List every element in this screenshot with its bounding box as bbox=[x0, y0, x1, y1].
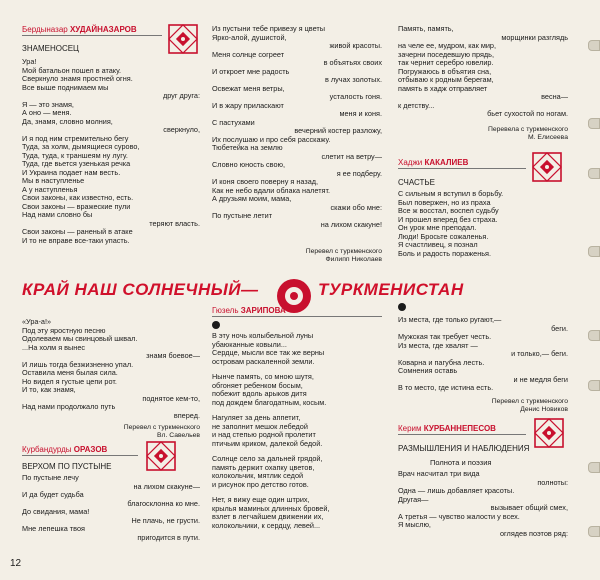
poem-line: Нагуляет за день аппетит, bbox=[212, 414, 301, 422]
poem-line: Из места, где только ругают,— bbox=[398, 316, 502, 324]
poem-text bbox=[212, 332, 382, 530]
poem-line: Он урок мне преподал. bbox=[398, 224, 477, 232]
poem-line: на лихом скакуне— bbox=[133, 482, 200, 491]
poem-line: Был повержен, но из праха bbox=[398, 198, 491, 207]
poem-line: И в жару приласкают bbox=[212, 101, 284, 110]
poem-line: беги. bbox=[551, 324, 568, 333]
poem-line: И я под ним стремительно бегу bbox=[22, 134, 129, 143]
poem-line: Да, знамя, словно молния, bbox=[22, 117, 113, 126]
translator-credit: Перевел с туркменского Вл. Савельев bbox=[123, 424, 200, 439]
poem-line: вечерний костер разложу, bbox=[294, 127, 382, 135]
poem-line: Одолеваем мы свинцовый шквал. bbox=[22, 335, 138, 343]
poem-line: Мне лепешка твоя bbox=[22, 525, 85, 533]
poem-line: Из пустыни тебе привезу я цветы bbox=[212, 25, 325, 33]
poem-text bbox=[398, 25, 568, 119]
poem-line: я ее подберу. bbox=[336, 169, 382, 178]
poem-line: До свидания, мама! bbox=[22, 508, 90, 516]
binder-ring bbox=[588, 526, 600, 537]
poem-line: И то, как знамя, bbox=[22, 386, 76, 394]
poem-title: СЧАСТЬЕ bbox=[398, 178, 435, 187]
poem-title: ЗНАМЕНОСЕЦ bbox=[22, 44, 79, 53]
poem-line: А оно — меня. bbox=[22, 109, 72, 117]
poem-line: Солнце село за дальней грядой, bbox=[212, 455, 323, 463]
poem-text bbox=[22, 474, 200, 542]
poem-line: благосклонна ко мне. bbox=[127, 499, 200, 508]
poem-line: так чернит серебро ювелир. bbox=[398, 59, 494, 67]
poem-line: И то не вправе все-таки упасть. bbox=[22, 236, 130, 245]
poem-line: в объятьях своих bbox=[323, 59, 382, 67]
poem-line: «Ура-а!» bbox=[22, 318, 52, 326]
poem-line: побежит вдоль арыков дитя bbox=[212, 390, 307, 398]
ornament-stamp-icon bbox=[146, 441, 176, 471]
poem-line: Освежат меня ветры, bbox=[212, 84, 285, 93]
binder-ring bbox=[588, 462, 600, 473]
poem-line: и рисунок про детство готов. bbox=[212, 480, 309, 489]
poem-line: на челе ее, мудром, как мир, bbox=[398, 42, 497, 50]
poem-line: полноты: bbox=[537, 478, 568, 487]
poem-line: Но видел я густые цепи рот. bbox=[22, 377, 117, 386]
poem-line: Мой батальон пошел в атаку. bbox=[22, 66, 122, 75]
poem-line: Их послушаю и про себя расскажу. bbox=[212, 135, 331, 144]
poem-line: Свои законы — вражеские пули bbox=[22, 202, 131, 211]
stanza-gap bbox=[212, 489, 382, 496]
poem-line: Погружаюсь в объятия сна, bbox=[398, 67, 492, 76]
poem-line: Нет, я вижу еще один штрих, bbox=[212, 496, 310, 504]
poem-line: Сверкнуло знамя простней огня. bbox=[22, 75, 133, 83]
poem-title: ВЕРХОМ ПО ПУСТЫНЕ bbox=[22, 462, 112, 471]
poem-line: Сомнения оставь bbox=[398, 367, 458, 375]
poem-line: Туда, за холм, дымящиеся сурово, bbox=[22, 143, 140, 151]
section-banner-right: ТУРКМЕНИСТАН bbox=[318, 280, 464, 299]
poem-line: Врач насчитал три вида bbox=[398, 470, 480, 478]
poem-text bbox=[22, 58, 200, 245]
poem-line: Оставила меня былая сила. bbox=[22, 369, 118, 377]
divider bbox=[22, 35, 162, 36]
poem-line: И откроет мне радость bbox=[212, 67, 290, 76]
poem-line: Все выше поднимаем мы bbox=[22, 83, 109, 92]
poem-text bbox=[398, 316, 568, 393]
poem-line: По пустыне лечу bbox=[22, 474, 79, 482]
poem-line: крылья маминых длинных бровей, bbox=[212, 504, 330, 513]
poem-line: Я — это знамя, bbox=[22, 100, 74, 109]
poem-subtitle: Полнота и поэзия bbox=[430, 458, 492, 467]
poem-line: Мужская так требует честь. bbox=[398, 333, 492, 341]
poem-line: и не медля беги bbox=[513, 375, 568, 384]
bullet-dot-icon bbox=[398, 303, 406, 311]
poem-line: Не плачь, не грусти. bbox=[131, 516, 200, 525]
poem-line: В то место, где истина есть. bbox=[398, 384, 494, 392]
bullet-dot-icon bbox=[212, 321, 220, 329]
stanza-gap bbox=[212, 448, 382, 455]
poem-line: Туда, туда, к траншеям ну лугу. bbox=[22, 151, 128, 160]
poem-line: И лишь тогда безжизненно упал. bbox=[22, 360, 134, 369]
poem-line: Коварна и пагубна лесть. bbox=[398, 358, 485, 367]
poem-line: пригодится в пути. bbox=[137, 533, 200, 542]
binder-ring bbox=[588, 330, 600, 341]
translator-credit: Перевела с туркменского М. Елисеева bbox=[487, 126, 568, 141]
poem-line: А друзьям моим, мама, bbox=[212, 195, 292, 203]
stanza-gap bbox=[212, 407, 382, 414]
poem-line: весна— bbox=[541, 93, 568, 101]
poem-line: В эту ночь колыбельной луны bbox=[212, 332, 314, 340]
poem-line: Свои законы, как известно, есть. bbox=[22, 194, 134, 202]
poem-line: память держит охапку цветов, bbox=[212, 463, 315, 472]
divider bbox=[212, 316, 382, 317]
poem-line: С пастухами bbox=[212, 118, 255, 127]
poem-line: островам раскаленной земли. bbox=[212, 357, 315, 366]
poem-line: обгоняет ребенком босым, bbox=[212, 381, 303, 390]
poem-line: колокольчики, к сердцу, левей... bbox=[212, 521, 321, 530]
binder-ring bbox=[588, 246, 600, 257]
poem-line: скажи обо мне: bbox=[330, 203, 382, 212]
poem-line: Я мыслю, bbox=[398, 521, 431, 529]
poem-line: знамя боевое— bbox=[146, 352, 200, 360]
poem-line: под дождем благодатным, косым. bbox=[212, 398, 327, 407]
poem-line: А у наступленья bbox=[22, 185, 78, 194]
translator-credit: Перевел с туркменского Денис Новиков bbox=[491, 398, 568, 413]
poem-line: Нынче память, со мною шутя, bbox=[212, 373, 314, 381]
poem-line: Одна — лишь добавляет красоты. bbox=[398, 487, 515, 495]
poem-line: Мы в наступленье bbox=[22, 177, 85, 185]
binder-ring bbox=[588, 380, 600, 391]
poem-line: теряют власть. bbox=[149, 219, 200, 228]
author-name: Бердыназар ХУДАЙНАЗАРОВ bbox=[22, 25, 137, 34]
poem-line: Ярко-алой, душистой, bbox=[212, 33, 287, 42]
ornament-stamp-icon bbox=[168, 24, 198, 54]
poem-line: и над степью родной пролетит bbox=[212, 431, 316, 439]
poem-line: ...На холм я вынес bbox=[22, 343, 86, 352]
poem-line: меня и коня. bbox=[339, 110, 382, 118]
poem-line: друг друга: bbox=[162, 92, 200, 100]
poem-line: взлет в легчайшем движении их, bbox=[212, 513, 324, 521]
poem-line: По пустыне летит bbox=[212, 212, 273, 220]
poem-line: Из места, где хвалят — bbox=[398, 341, 478, 350]
poem-line: Тюбетейка на землю bbox=[212, 144, 283, 152]
poem-line: убаюканные ковыли... bbox=[212, 340, 287, 349]
poem-line: С сильным я вступил в борьбу. bbox=[398, 190, 504, 198]
poem-line: Ура! bbox=[22, 58, 37, 66]
divider bbox=[398, 434, 526, 435]
poem-line: Словно юность свою, bbox=[212, 161, 286, 169]
poem-line: Все ж восстал, воспел судьбу bbox=[398, 207, 499, 215]
binder-ring bbox=[588, 118, 600, 129]
poem-line: зачерни поседевшую прядь, bbox=[398, 50, 495, 59]
poem-line: отбываю к родным берегам, bbox=[398, 76, 494, 84]
poem-line: Как не небо вдали облака налетят. bbox=[212, 186, 331, 195]
poem-line: сверкнуло, bbox=[163, 126, 200, 134]
poem-line: птичьим криком, далекой бедой. bbox=[212, 439, 323, 448]
poem-text bbox=[398, 190, 568, 258]
poem-line: Меня солнце согреет bbox=[212, 50, 285, 59]
poem-line: оглядев поэтов ряд: bbox=[500, 529, 568, 538]
section-banner-left: КРАЙ НАШ СОЛНЕЧНЫЙ— bbox=[22, 280, 259, 299]
page-number: 12 bbox=[10, 558, 22, 569]
divider bbox=[398, 168, 526, 169]
poem-line: Свои законы — раненый в атаке bbox=[22, 228, 133, 236]
poem-line: колокольчик, мятлик седой bbox=[212, 472, 304, 480]
author-name: Курбандурды ОРАЗОВ bbox=[22, 445, 108, 454]
poem-line: морщинки разглядь bbox=[501, 33, 568, 42]
poem-text bbox=[212, 25, 382, 229]
ornament-stamp-icon bbox=[534, 418, 564, 448]
poem-line: Сердце, мысли все так же верны bbox=[212, 349, 325, 357]
poem-line: Другая— bbox=[398, 495, 429, 504]
poem-line: Над нами продолжало путь bbox=[22, 403, 116, 411]
binder-ring bbox=[588, 40, 600, 51]
poem-line: поднятое кем-то, bbox=[142, 394, 200, 403]
poem-line: Под эту яростную песню bbox=[22, 326, 106, 335]
poem-line: усталость гоня. bbox=[329, 93, 382, 101]
poem-text bbox=[22, 318, 200, 420]
poem-line: и только,— беги. bbox=[511, 350, 568, 358]
divider bbox=[22, 455, 138, 456]
poem-line: Я счастливец, я познал bbox=[398, 241, 478, 249]
author-name: Гюзель ЗАРИПОВА bbox=[212, 306, 286, 315]
poem-line: И Украина подает нам весть. bbox=[22, 168, 121, 177]
poem-line: не заполнит мешок лебедой bbox=[212, 422, 308, 431]
stanza-gap bbox=[212, 366, 382, 373]
poem-line: Туда, где вьется узенькая речка bbox=[22, 160, 131, 168]
ornament-stamp-icon bbox=[532, 152, 562, 182]
poem-line: А третья — чувство жалости у всех. bbox=[398, 512, 520, 521]
poem-line: И прошел вперед без страха. bbox=[398, 215, 498, 224]
poem-line: вперед. bbox=[173, 411, 200, 420]
poem-line: И коня своего поверну я назад, bbox=[212, 178, 319, 186]
binder-ring bbox=[588, 168, 600, 179]
poem-line: Боль и радость пораженья. bbox=[398, 249, 492, 258]
poem-text bbox=[398, 470, 568, 538]
poem-title: РАЗМЫШЛЕНИЯ И НАБЛЮДЕНИЯ bbox=[398, 444, 530, 453]
poem-line: в лучах золотых. bbox=[324, 76, 382, 84]
poem-line: Память, память, bbox=[398, 25, 454, 33]
poem-line: на лихом скакуне! bbox=[320, 220, 382, 229]
author-name: Керим КУРБАННЕПЕСОВ bbox=[398, 424, 496, 433]
poem-line: вызывает общий смех, bbox=[490, 504, 568, 512]
poem-line: И да будет судьба bbox=[22, 491, 84, 499]
poem-line: Люди! Бросьте сожаленья. bbox=[398, 232, 489, 241]
poem-line: память в хадж отправляет bbox=[398, 84, 488, 93]
poem-line: Над нами словно бы bbox=[22, 211, 93, 219]
poem-line: бьет сухостой по ногам. bbox=[487, 110, 568, 118]
poem-line: живой красоты. bbox=[329, 42, 382, 50]
poem-line: слетит на ветру— bbox=[321, 152, 382, 161]
poem-line: к детству... bbox=[398, 101, 435, 110]
translator-credit: Перевел с туркменского Филипп Николаев bbox=[305, 248, 382, 263]
author-name: Хаджи КАКАЛИЕВ bbox=[398, 158, 469, 167]
